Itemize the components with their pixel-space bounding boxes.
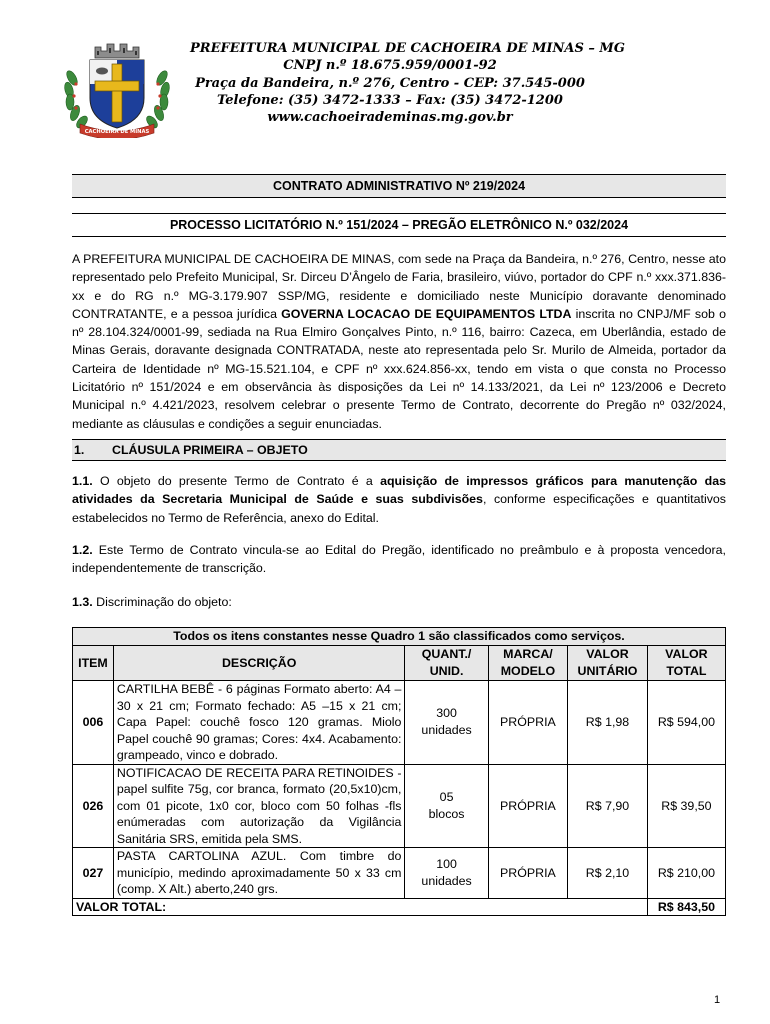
table-total-row [73, 898, 726, 915]
preamble-text-part2: inscrita no CNPJ/MF sob o nº 28.104.324/0001-99, sediada na Rua Elmiro Gonçalves Pinto, n.º 116, bairro: Cazeca, em Uberlândia, estado de Minas Gerais, doravante designada CONTRATADA, neste ato representada pelo Sr. Murilo de Almeida, portador da Carteira de Identidade nº MG-15.521.104, e CPF nº xxx.624.856-xx, tendo em vista o que consta no Processo Licitatório nº 151/2024 e em observância às disposições da Lei nº 14.133/2021, da Lei nº 123/2006 e Decreto Municipal n.º 4.421/2023, resolvem celebrar o presente Termo de Contrato, decorrente do Pregão nº 032/2024, mediante as cláusulas e condições a seguir enunciadas. [72, 306, 726, 431]
row-quantity-value: 05 [439, 789, 454, 804]
row-brand: PRÓPRIA [488, 681, 568, 765]
row-item-number: 006 [73, 681, 114, 765]
row-quantity-unit: blocos [428, 806, 465, 821]
header-quantity: QUANT./ UNID. [405, 646, 488, 681]
contract-title: CONTRATO ADMINISTRATIVO Nº 219/2024 [72, 174, 726, 198]
letterhead [190, 40, 625, 126]
header-item: ITEM [73, 646, 114, 681]
row-description: PASTA CARTOLINA AZUL. Com timbre do município, medindo aproximadamente 50 x 33 cm (comp. X Alt.) aberto,240 grs. [113, 848, 405, 899]
row-item-number: 027 [73, 848, 114, 899]
row-unit-value: R$ 1,98 [568, 681, 648, 765]
table-caption: Todos os itens constantes nesse Quadro 1 são classificados como serviços. [73, 628, 726, 646]
row-quantity-value: 100 [436, 856, 457, 871]
clause-item-1-1-object: aquisição de impressos gráficos para manutenção das atividades da Secretaria Municipal de Saúde e suas subdivisões [72, 474, 726, 507]
preamble-paragraph [72, 250, 726, 433]
table-row [73, 848, 726, 899]
row-quantity [405, 764, 488, 848]
header-total-value: VALOR TOTAL [647, 646, 725, 681]
letterhead-phone: Telefone: (35) 3472-1333 – Fax: (35) 3472-1200 [217, 92, 563, 108]
total-value: R$ 843,50 [647, 898, 725, 915]
row-quantity [405, 848, 488, 899]
row-description: CARTILHA BEBÊ - 6 páginas Formato aberto: A4 – 30 x 21 cm; Formato fechado: A5 –15 x 21 cm; Capa Papel: couchê fosco 120 gramas. Miolo Papel couchê 90 gramas; Cores: 4x4. Acabamento: grampeado, vinco e dobrado. [113, 681, 405, 765]
crest-banner-text: CACHOEIRA DE MINAS [84, 129, 150, 135]
letterhead-institution: PREFEITURA MUNICIPAL DE CACHOEIRA DE MINAS – MG [190, 41, 625, 56]
row-brand: PRÓPRIA [488, 848, 568, 899]
row-total-value: R$ 39,50 [647, 764, 725, 848]
preamble-text-part1: A PREFEITURA MUNICIPAL DE CACHOEIRA DE MINAS, com sede na Praça da Bandeira, n.º 276, Centro, nesse ato representado pelo Prefeito Municipal, Sr. Dirceu D’Ângelo de Faria, brasileiro, viúvo, portador do CPF n.º xxx.371.836-xx e do RG n.º MG-3.179.907 SSP/MG, residente e domiciliado neste Município doravante denominado CONTRATANTE, e a pessoa jurídica [72, 252, 726, 321]
row-total-value: R$ 210,00 [647, 848, 725, 899]
letterhead-website: www.cachoeirademinas.mg.gov.br [267, 110, 513, 126]
clause-item-1-3-text: Discriminação do objeto: [92, 595, 232, 609]
table-caption-row [73, 628, 726, 646]
clause-item-1-3-number: 1.3. [72, 595, 93, 609]
contractor-company-name: GOVERNA LOCACAO DE EQUIPAMENTOS LTDA [281, 306, 572, 321]
table-row [73, 764, 726, 848]
table-row [73, 681, 726, 765]
header-description: DESCRIÇÃO [113, 646, 405, 681]
clause-title: CLÁUSULA PRIMEIRA – OBJETO [112, 443, 308, 457]
process-title: PROCESSO LICITATÓRIO N.º 151/2024 – PREGÃO ELETRÔNICO N.º 032/2024 [72, 213, 726, 237]
clause-item-1-1-text: O objeto do presente Termo de Contrato é a [92, 474, 381, 488]
clause-item-1-1-number: 1.1. [72, 474, 93, 488]
header-unit-value: VALOR UNITÁRIO [568, 646, 648, 681]
row-unit-value: R$ 2,10 [568, 848, 648, 899]
total-label: VALOR TOTAL: [73, 898, 648, 915]
row-total-value: R$ 594,00 [647, 681, 725, 765]
page-number: 1 [714, 994, 721, 1006]
clause-item-1-2 [72, 541, 726, 578]
header-brand: MARCA/ MODELO [488, 646, 568, 681]
row-quantity-unit: unidades [421, 873, 472, 888]
municipal-coat-of-arms-icon [62, 38, 172, 138]
table-header-row [73, 646, 726, 681]
letterhead-cnpj: CNPJ n.º 18.675.959/0001-92 [283, 58, 497, 74]
clause-item-1-2-text: Este Termo de Contrato vincula-se ao Edital do Pregão, identificado no preâmbulo e à proposta vencedora, independentemente de transcrição. [72, 543, 726, 576]
clause-item-1-1-text-end: , conforme especificações e quantitativos estabelecidos no Termo de Referência, anexo do Edital. [72, 492, 726, 525]
row-quantity [405, 681, 488, 765]
row-brand: PRÓPRIA [488, 764, 568, 848]
clause-item-1-2-number: 1.2. [72, 543, 93, 557]
row-quantity-unit: unidades [421, 723, 472, 738]
row-description: NOTIFICACAO DE RECEITA PARA RETINOIDES - papel sulfite 75g, cor branca, formato (20,5x10)cm, com 01 picote, 1x0 cor, bloco com 50 folhas -fls enúmeradas com autorização da Vigilância Sanitária SRS, emitida pela SMS. [113, 764, 405, 848]
row-item-number: 026 [73, 764, 114, 848]
row-unit-value: R$ 7,90 [568, 764, 648, 848]
clause-item-1-3 [72, 593, 726, 611]
clause-item-1-1 [72, 472, 726, 527]
items-table [72, 627, 726, 916]
letterhead-address: Praça da Bandeira, n.º 276, Centro - CEP: 37.545-000 [195, 75, 585, 91]
clause-heading [72, 439, 726, 461]
clause-number: 1. [74, 443, 85, 457]
row-quantity-value: 300 [436, 706, 457, 721]
